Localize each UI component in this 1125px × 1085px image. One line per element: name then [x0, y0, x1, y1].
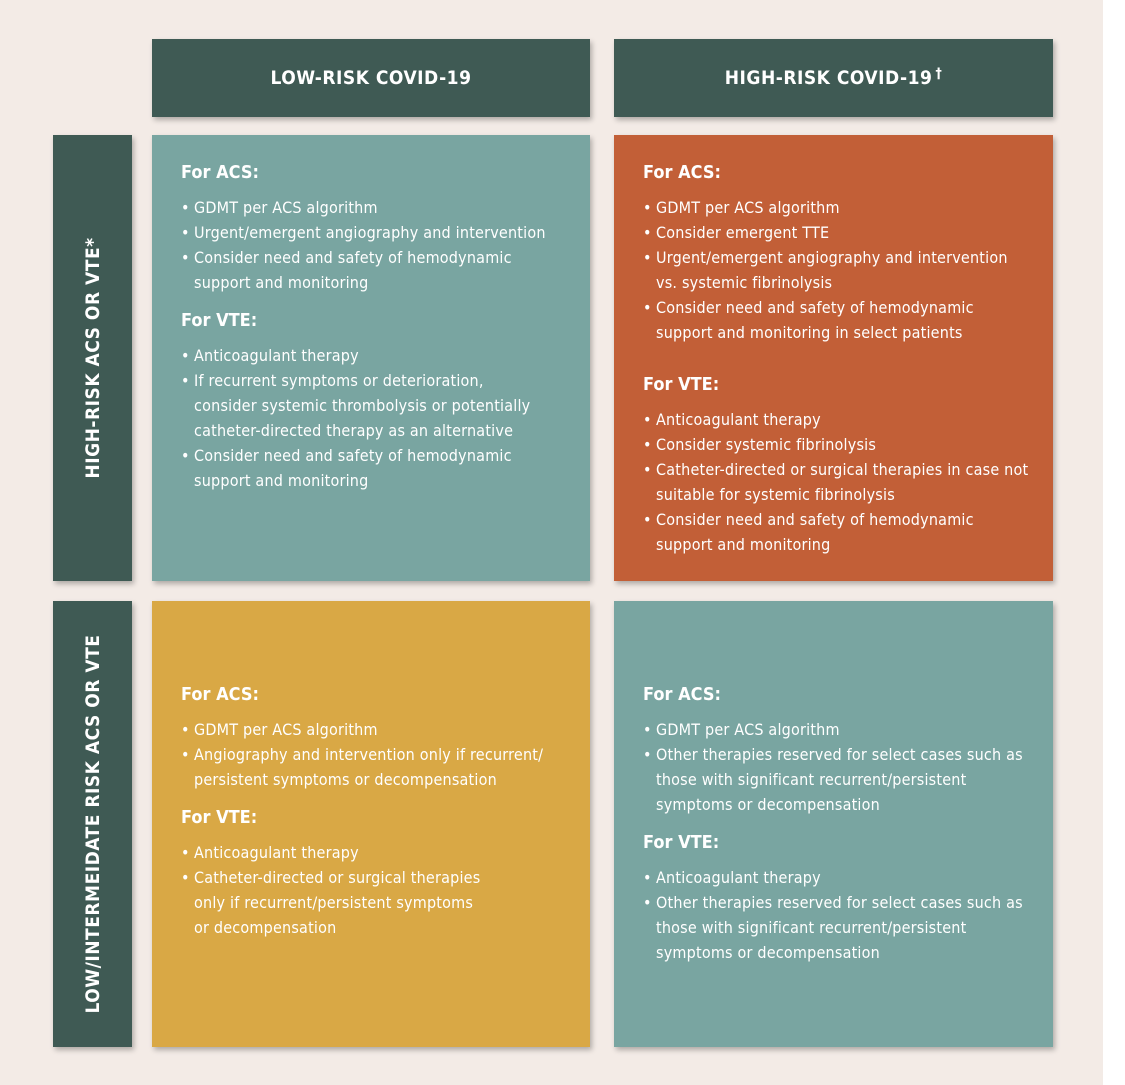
acs-list: [181, 195, 570, 295]
list-item: • GDMT per ACS algorithm: [181, 195, 570, 220]
column-header-low-risk: [152, 39, 590, 117]
list-item: • Consider need and safety of hemodynamic support and monitoring: [181, 443, 570, 493]
list-item: • Consider need and safety of hemodynamic support and monitoring in select patients: [643, 295, 1033, 345]
list-item: • Anticoagulant therapy: [643, 407, 1033, 432]
row-header-high-risk: [53, 135, 132, 581]
acs-list: [181, 717, 570, 792]
vte-heading: For VTE:: [181, 310, 258, 331]
column-header-low-risk-label: LOW-RISK COVID-19: [270, 67, 472, 89]
column-header-high-risk: [614, 39, 1053, 117]
row-header-low-intermediate-risk-label: LOW/INTERMEIDATE RISK ACS OR VTE: [81, 634, 104, 1014]
list-item: • GDMT per ACS algorithm: [643, 195, 1033, 220]
list-item: • Catheter-directed or surgical therapies only if recurrent/persistent symptoms or decompensation: [181, 865, 570, 940]
row-header-low-intermediate-risk: [53, 601, 132, 1047]
list-item: • Urgent/emergent angiography and intervention: [181, 220, 570, 245]
cell-high-acs-high-covid: [614, 135, 1053, 581]
acs-heading: For ACS:: [643, 162, 721, 183]
list-item: • Anticoagulant therapy: [181, 840, 570, 865]
vte-list: [643, 407, 1033, 557]
list-item: • Other therapies reserved for select cases such as those with significant recurrent/persistent symptoms or decompensation: [643, 890, 1033, 965]
cell-high-acs-low-covid: [152, 135, 590, 581]
list-item: • Angiography and intervention only if recurrent/ persistent symptoms or decompensation: [181, 742, 570, 792]
vte-list: [181, 343, 570, 493]
acs-heading: For ACS:: [643, 684, 721, 705]
row-header-high-risk-label: HIGH-RISK ACS OR VTE*: [81, 237, 104, 479]
vte-list: [643, 865, 1033, 965]
list-item: • Consider need and safety of hemodynamic support and monitoring: [643, 507, 1033, 557]
dagger-footnote-mark: †: [935, 66, 943, 82]
vte-heading: For VTE:: [181, 807, 258, 828]
list-item: • Consider systemic fibrinolysis: [643, 432, 1033, 457]
acs-list: [643, 717, 1033, 817]
list-item: • Other therapies reserved for select cases such as those with significant recurrent/persistent symptoms or decompensation: [643, 742, 1033, 817]
cell-low-acs-low-covid: [152, 601, 590, 1047]
acs-heading: For ACS:: [181, 684, 259, 705]
acs-heading: For ACS:: [181, 162, 259, 183]
list-item: • Consider emergent TTE: [643, 220, 1033, 245]
vte-heading: For VTE:: [643, 832, 720, 853]
list-item: • Urgent/emergent angiography and intervention vs. systemic fibrinolysis: [643, 245, 1033, 295]
list-item: • Consider need and safety of hemodynamic support and monitoring: [181, 245, 570, 295]
column-header-high-risk-label: HIGH-RISK COVID-19: [724, 67, 933, 89]
list-item: • If recurrent symptoms or deterioration, consider systemic thrombolysis or potentially catheter-directed therapy as an alternative: [181, 368, 570, 443]
list-item: • GDMT per ACS algorithm: [181, 717, 570, 742]
vte-list: [181, 840, 570, 940]
list-item: • GDMT per ACS algorithm: [643, 717, 1033, 742]
acs-list: [643, 195, 1033, 345]
list-item: • Anticoagulant therapy: [643, 865, 1033, 890]
list-item: • Anticoagulant therapy: [181, 343, 570, 368]
vte-heading: For VTE:: [643, 374, 720, 395]
list-item: • Catheter-directed or surgical therapies in case not suitable for systemic fibrinolysis: [643, 457, 1033, 507]
cell-low-acs-high-covid: [614, 601, 1053, 1047]
